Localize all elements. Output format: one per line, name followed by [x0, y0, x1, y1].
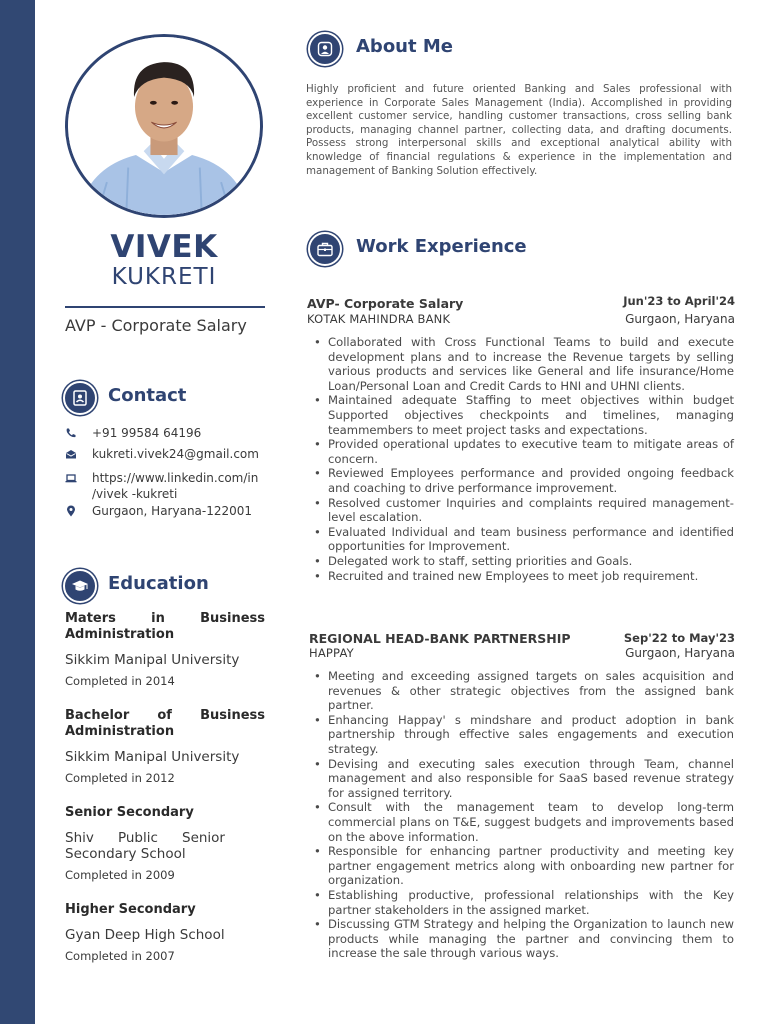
name-divider — [65, 306, 265, 308]
degree: Maters in Business Administration — [65, 611, 265, 642]
school: Sikkim Manipal University — [65, 749, 240, 765]
degree: Senior Secondary — [65, 805, 194, 820]
graduation-cap-icon — [63, 569, 97, 603]
job-dates: Jun'23 to April'24 — [623, 294, 735, 308]
job-bullet-item: • Delegated work to staff, setting priorities and Goals. — [314, 554, 734, 569]
left-accent-bar — [0, 0, 35, 1024]
job-bullet-item: • Maintained adequate Staffing to meet objectives within budget Supported objectives checkpoints and timelines, managing teammembers to meet project tasks and expectations. — [314, 393, 734, 437]
education-heading: Education — [108, 573, 209, 594]
school: Sikkim Manipal University — [65, 652, 240, 668]
completion-year: Completed in 2009 — [65, 868, 175, 882]
job-role: AVP - Corporate Salary — [65, 316, 247, 335]
contact-email[interactable] — [65, 446, 259, 462]
job-title: REGIONAL HEAD-BANK PARTNERSHIP — [309, 631, 571, 646]
education-entry — [65, 902, 265, 963]
job-bullet-item: • Enhancing Happay' s mindshare and product adoption in bank partnership through effective sales engagements and execution strategy. — [314, 713, 734, 757]
school: Shiv Public Senior Secondary School — [65, 830, 225, 862]
location-pin-icon — [65, 505, 77, 517]
education-entry — [65, 708, 265, 785]
job-bullet-item: • Establishing productive, professional relationships with the Key partner stakeholders in the assigned market. — [314, 888, 734, 917]
job-company: HAPPAY — [309, 646, 354, 660]
job-bullet-item: • Consult with the management team to develop long-term commercial plans on T&E, suggest budgets and improvements based on the above information. — [314, 800, 734, 844]
first-name: VIVEK — [110, 229, 218, 265]
degree: Higher Secondary — [65, 902, 196, 917]
envelope-icon — [65, 448, 77, 460]
degree: Bachelor of Business Administration — [65, 708, 265, 739]
contact-heading: Contact — [108, 385, 187, 406]
profile-photo — [65, 34, 263, 218]
job-bullet-item: • Devising and executing sales execution through Team, channel management and also responsible for SaaS based revenue strategy for assigned territory. — [314, 757, 734, 801]
briefcase-icon — [308, 232, 342, 266]
job-bullet-item: • Discussing GTM Strategy and helping the Organization to launch new products while managing the partner and convincing them to increase the sale through various ways. — [314, 917, 734, 961]
school: Gyan Deep High School — [65, 927, 225, 943]
job-bullet-item: • Responsible for enhancing partner productivity and meeting key partner engagement metrics along with onboarding new partner for organization. — [314, 844, 734, 888]
contact-location — [65, 503, 252, 519]
job-bullets — [314, 669, 734, 961]
email-text: kukreti.vivek24@gmail.com — [92, 447, 259, 461]
contact-linkedin[interactable] — [65, 470, 258, 502]
job-bullet-item: • Evaluated Individual and team business performance and identified opportunities for Improvement. — [314, 525, 734, 554]
contact-card-icon — [63, 381, 97, 415]
education-entry — [65, 805, 225, 882]
job-location: Gurgaon, Haryana — [625, 312, 735, 326]
job-bullet-item: • Reviewed Employees performance and provided ongoing feedback and coaching to drive performance improvement. — [314, 466, 734, 495]
last-name: KUKRETI — [111, 264, 217, 290]
linkedin-line-2: /vivek -kukreti — [92, 487, 178, 501]
phone-icon — [65, 427, 77, 439]
completion-year: Completed in 2007 — [65, 949, 175, 963]
job-bullet-item: • Collaborated with Cross Functional Teams to build and execute development plans and to increase the Revenue targets by selling various products and services like General and life insurance/Home Loan/Personal Loan and Credit Cards to HNI and UHNI clients. — [314, 335, 734, 393]
job-company: KOTAK MAHINDRA BANK — [307, 312, 451, 326]
profile-photo-image — [68, 37, 260, 215]
job-title: AVP- Corporate Salary — [307, 296, 464, 311]
job-dates: Sep'22 to May'23 — [623, 631, 735, 645]
linkedin-line-1: https://www.linkedin.com/in — [92, 471, 259, 485]
completion-year: Completed in 2014 — [65, 674, 175, 688]
job-bullets — [314, 335, 734, 583]
job-bullet-item: • Meeting and exceeding assigned targets on sales acquisition and revenues & other strategic objectives from the assigned bank partner. — [314, 669, 734, 713]
completion-year: Completed in 2012 — [65, 771, 175, 785]
linkedin-text — [92, 470, 258, 502]
work-heading: Work Experience — [356, 236, 527, 257]
person-icon — [308, 32, 342, 66]
phone-text: +91 99584 64196 — [92, 426, 202, 440]
job-bullet-item: • Provided operational updates to executive team to mitigate areas of concern. — [314, 437, 734, 466]
job-bullet-item: • Recruited and trained new Employees to meet job requirement. — [314, 569, 734, 584]
location-text: Gurgaon, Haryana-122001 — [92, 504, 253, 518]
laptop-icon — [65, 472, 77, 484]
education-entry — [65, 611, 265, 688]
contact-phone[interactable] — [65, 425, 201, 441]
job-bullet-item: • Resolved customer Inquiries and complaints required management-level escalation. — [314, 496, 734, 525]
job-location: Gurgaon, Haryana — [625, 646, 735, 660]
about-paragraph: Highly proficient and future oriented Banking and Sales professional with experience in Corporate Sales Management (India). Accomplished in providing excellent customer service, handling customer transactions, cross selling bank products, managing channel partner, collecting data, and drafting documents. Possess strong interpersonal skills and exceptional analytical ability with knowledge of financial regulations & experience in the implementation and management of Banking Solution effectively. — [306, 83, 732, 177]
about-heading: About Me — [356, 36, 453, 57]
